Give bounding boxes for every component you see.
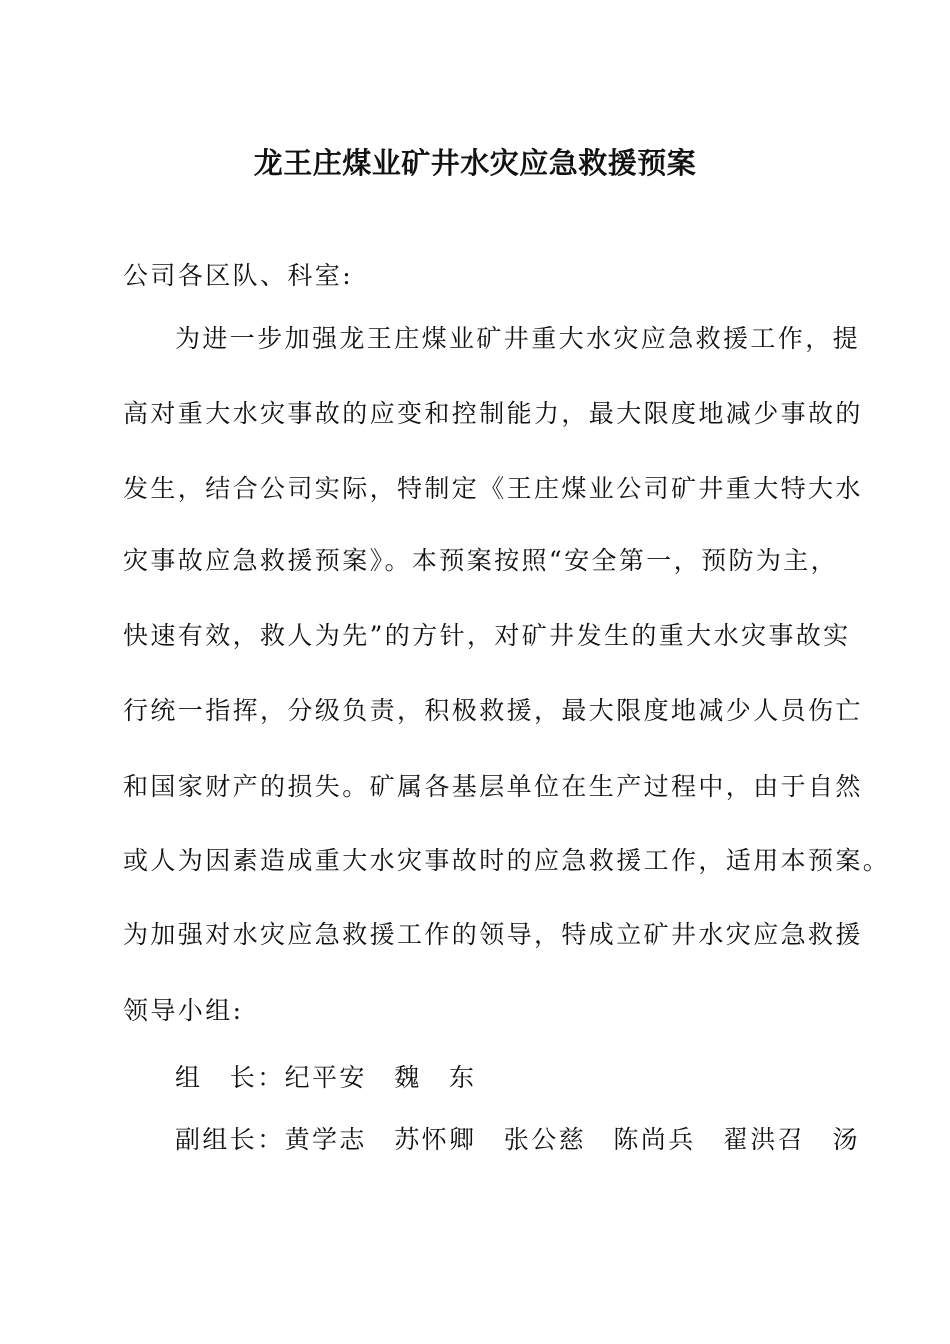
body-line-1: 为进一步加强龙王庄煤业矿井重大水灾应急救援工作，提	[175, 324, 861, 353]
body-line-5: 快速有效，救人为先”的方针，对矿井发生的重大水灾事故实	[123, 621, 851, 650]
body-line-3: 发生，结合公司实际，特制定《王庄煤业公司矿井重大特大水	[123, 474, 863, 503]
salutation: 公司各区队、科室:	[123, 261, 354, 290]
body-line-7: 和国家财产的损失。矿属各基层单位在生产过程中，由于自然	[123, 772, 863, 801]
body-line-6: 行统一指挥，分级负责，积极救援，最大限度地减少人员伤亡	[123, 696, 863, 725]
document-title: 龙王庄煤业矿井水灾应急救援预案	[253, 146, 697, 180]
body-line-4: 灾事故应急救援预案》。本预案按照“安全第一，预防为主，	[123, 546, 839, 575]
body-line-9: 为加强对水灾应急救援工作的领导，特成立矿井水灾应急救援	[123, 920, 863, 949]
body-line-10: 领导小组:	[123, 996, 244, 1025]
body-line-8: 或人为因素造成重大水灾事故时的应急救援工作，适用本预案。	[123, 846, 891, 875]
body-line-2: 高对重大水灾事故的应变和控制能力，最大限度地减少事故的	[123, 399, 863, 428]
deputy-line: 副组长：黄学志 苏怀卿 张公慈 陈尚兵 翟洪召 汤	[175, 1125, 861, 1154]
leader-line: 组 长：纪平安 魏 东	[175, 1063, 477, 1092]
